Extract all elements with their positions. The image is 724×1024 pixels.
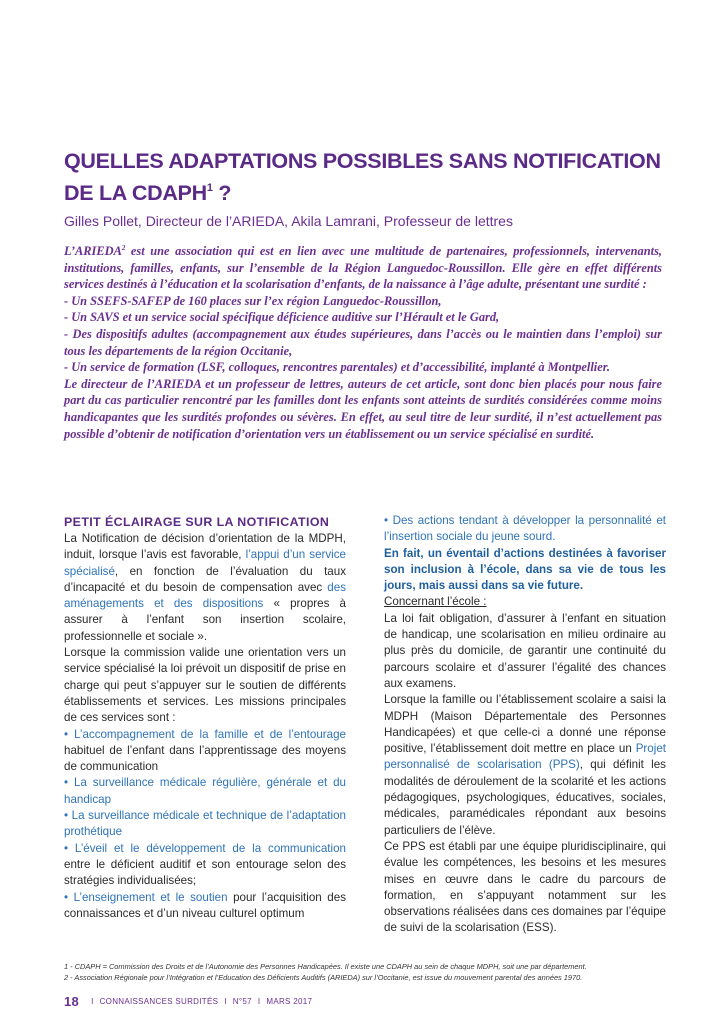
left-p1-c: « propres à assurer à l’enfant son insertion scolaire, professionnelle et sociale ». (64, 597, 346, 643)
issue-date: MARS 2017 (266, 996, 313, 1006)
footnote: 1 - CDAPH = Commission des Droits et de l’Autonomie des Personnes Handicapées. Il existe une CDAPH au sein de chaque MDPH, soit une par département. (64, 962, 587, 971)
key-statement: En fait, un éventail d’actions destinées à favoriser son inclusion à l’école, dans sa vie de tous les jours, mais aussi dans sa vie future. (384, 546, 666, 593)
left-p1-highlight-2: des aménagements et des dispositions (64, 580, 346, 611)
footer-separator: I (224, 996, 227, 1006)
mission-bullet-text: entre le déficient auditif et son entourage selon des stratégies individualisées; (64, 857, 346, 888)
left-p1-b: , en fonction de l’évaluation du taux d’incapacité et du besoin de compensation avec (64, 564, 346, 594)
intro-item: - Des dispositifs adultes (accompagnement aux études supérieures, dans l’accès ou le maintien dans l’emploi) sur tous les départements de la région Occitanie, (64, 326, 662, 358)
mission-bullet (64, 890, 346, 923)
footnote: 2 - Association Régionale pour l’Intégration et l’Education des Déficients Auditifs (ARIEDA) sur l’Occitanie, est issue du mouvement parental des années 1970. (64, 972, 583, 982)
mission-bullet-text: pour l’acquisition des connaissances et d’un niveau culturel optimum (64, 890, 346, 920)
issue-number: N°57 (232, 996, 252, 1006)
article-intro (64, 240, 662, 442)
page-number: 18 (64, 993, 80, 1009)
right-paragraph-1: La loi fait obligation, d’assurer à l’enfant en situation de handicap, une scolarisation en milieu ordinaire au plus près du domicile, de garantir une continuité du parcours scolaire et d’assurer l’égalité des chances aux examens. (384, 611, 666, 690)
intro-p1-rest: est une association qui est en lien avec une multitude de partenaires, professionnels, intervenants, institutions, familles, enfants, sur l’ensemble de la Région Languedoc-Roussillon. Elle gère en effet différents services destinés à l’éducation et la scolarisation d’enfants, de la naissance à l’âge adulte, présentant une surdité : (64, 244, 662, 292)
mission-bullet (64, 727, 346, 776)
mission-bullet-highlight: • L’éveil et le développement de la communication (64, 841, 346, 855)
intro-item: - Un SAVS et un service social spécifique déficience auditive sur l’Hérault et le Gard, (64, 310, 500, 325)
intro-item: - Un SSEFS-SAFEP de 160 places sur l’ex région Languedoc-Roussillon, (64, 293, 442, 308)
mission-bullet: • La surveillance médicale régulière, générale et du handicap (64, 776, 346, 806)
intro-paragraph-2: Le directeur de l’ARIEDA et un professeur de lettres, auteurs de cet article, sont donc bien placés pour nous faire part du cas particulier rencontré par les familles dont les enfants sont atteints de surdités considérées comme moins handicapantes que les surdités profondes ou sévères. En effet, au seul titre de leur surdité, il n’est actuellement pas possible d’obtenir de notification d’orientation vers un établissement ou un service spécialisé en surdité. (64, 376, 662, 441)
right-p2-b: , qui définit les modalités de déroulement de la scolarité et les actions pédagogiques, psychologiques, éducatives, sociales, médicales, paramédicales répondant aux besoins particuliers de l’élève. (384, 758, 666, 837)
title-line-2: DE LA CDAPH (64, 181, 207, 205)
footnotes (64, 962, 664, 983)
right-paragraph-3: Ce PPS est établi par une équipe pluridisciplinaire, qui évalue les compétences, les besoins et les mesures mises en œuvre dans le cadre du parcours de formation, en s’appuyant notamment sur les observations réalisées dans ces domaines par l’équipe de suivi de la scolarisation (ESS). (384, 839, 666, 935)
mission-bullet-highlight: • L’accompagnement de la famille et de l’entourage (64, 727, 346, 741)
article-authors: Gilles Pollet, Directeur de l’ARIEDA, Akila Lamrani, Professeur de lettres (64, 213, 513, 229)
pps-highlight: Projet personnalisé de scolarisation (PPS) (384, 742, 666, 772)
mission-bullet (64, 841, 346, 890)
right-paragraph-2 (384, 692, 666, 839)
footer-separator: I (257, 996, 261, 1006)
intro-item: - Un service de formation (LSF, colloques, rencontres parentales) et d’accessibilité, implanté à Montpellier. (64, 360, 610, 375)
left-p1-highlight-1: l’appui d’un service spécialisé (64, 548, 347, 578)
mission-bullet: • La surveillance médicale et technique de l’adaptation prothétique (64, 809, 346, 839)
section-title: PETIT ÉCLAIRAGE SUR LA NOTIFICATION (64, 515, 330, 529)
title-footnote-ref: 1 (206, 182, 213, 194)
intro-footnote-ref: 2 (121, 244, 126, 252)
intro-p1-start: L’ARIEDA (64, 244, 122, 258)
right-p2-a: Lorsque la famille ou l’établissement scolaire a saisi la MDPH (Maison Départementale des Personnes Handicapées) et que celle-ci a donné une réponse positive, l’établissement doit mettre en place un (384, 693, 666, 756)
mission-bullet: • Des actions tendant à développer la personnalité et l’insertion sociale du jeune sourd. (384, 514, 666, 544)
left-paragraph-2: Lorsque la commission valide une orientation vers un service spécialisé la loi prévoit un dispositif de prise en charge qui peut s’appuyer sur le soutien de différents établissements et services. Les missions principales de ces services sont : (64, 646, 346, 725)
mission-bullet-text: habituel de l’enfant dans l’apprentissage des moyens de communication (64, 743, 346, 774)
article-title (64, 148, 664, 207)
title-line-1: QUELLES ADAPTATIONS POSSIBLES SANS NOTIFICATION (64, 149, 661, 173)
footer-separator: I (91, 996, 94, 1006)
intro-paragraph-1 (64, 240, 662, 293)
mission-bullet-highlight: • L’enseignement et le soutien (64, 890, 228, 904)
publication-name: CONNAISSANCES SURDITÉS (99, 996, 219, 1006)
left-p1-a: La Notification de décision d’orientation de la MDPH, induit, lorsque l’avis est favorable, (64, 532, 346, 562)
subheading-school: Concernant l’école : (384, 595, 487, 609)
left-column (64, 514, 346, 922)
title-end: ? (212, 181, 232, 205)
left-paragraph-1 (64, 531, 346, 645)
page-footer (64, 994, 664, 1008)
right-column (384, 513, 666, 937)
